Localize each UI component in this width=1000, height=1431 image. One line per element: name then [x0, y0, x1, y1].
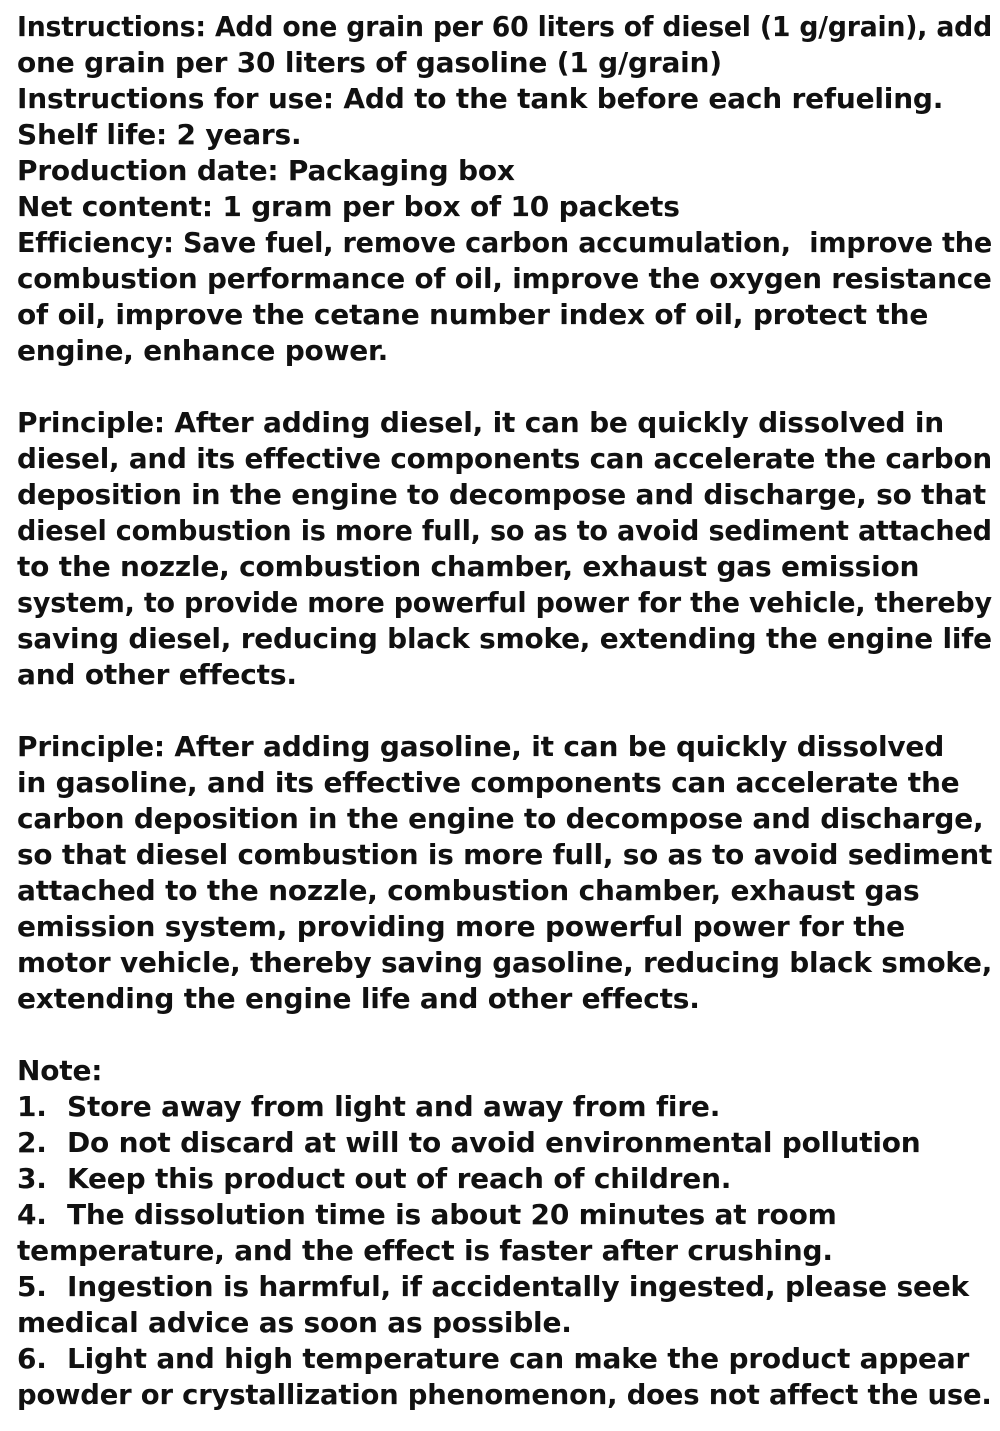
- note-item-6: [17, 1341, 992, 1377]
- principle-gasoline-line: attached to the nozzle, combustion chamber, exhaust gas: [17, 874, 920, 907]
- note-item-text: Do not discard at will to avoid environmental pollution: [67, 1126, 921, 1159]
- note-title: Note:: [17, 1054, 103, 1087]
- principle-gasoline-line: in gasoline, and its effective components can accelerate the: [17, 766, 960, 799]
- principle-gasoline-line: extending the engine life and other effects.: [17, 982, 700, 1015]
- net-content: Net content: 1 gram per box of 10 packets: [17, 190, 680, 223]
- note-item-text: The dissolution time is about 20 minutes at room: [67, 1198, 837, 1231]
- production-date: Production date: Packaging box: [17, 154, 515, 187]
- note-item-text: Light and high temperature can make the product appear: [67, 1342, 970, 1375]
- section-gap: [17, 1017, 992, 1053]
- principle-diesel-line: system, to provide more powerful power for the vehicle, thereby: [17, 586, 992, 619]
- efficiency-line-2: combustion performance of oil, improve the oxygen resistance: [17, 262, 992, 295]
- list-number: 5.: [17, 1270, 47, 1303]
- note-item-text: Ingestion is harmful, if accidentally ingested, please seek: [67, 1270, 969, 1303]
- note-item-6-continued: powder or crystallization phenomenon, does not affect the use.: [17, 1378, 992, 1411]
- product-instructions-document: [17, 9, 992, 1413]
- principle-diesel-line: saving diesel, reducing black smoke, extending the engine life: [17, 622, 992, 655]
- section-gap: [17, 693, 992, 729]
- efficiency-line-4: engine, enhance power.: [17, 334, 389, 367]
- principle-gasoline-line: motor vehicle, thereby saving gasoline, reducing black smoke,: [17, 946, 993, 979]
- principle-diesel-line: to the nozzle, combustion chamber, exhaust gas emission: [17, 550, 920, 583]
- shelf-life: Shelf life: 2 years.: [17, 118, 302, 151]
- list-number: 4.: [17, 1198, 47, 1231]
- list-number: 6.: [17, 1342, 47, 1375]
- principle-gasoline-line: carbon deposition in the engine to decompose and discharge,: [17, 802, 984, 835]
- principle-diesel-section: [17, 405, 992, 693]
- efficiency-line-3: of oil, improve the cetane number index of oil, protect the: [17, 298, 929, 331]
- list-number: 3.: [17, 1162, 47, 1195]
- note-item-3: [17, 1161, 992, 1197]
- note-item-4-continued: temperature, and the effect is faster after crushing.: [17, 1234, 833, 1267]
- list-number: 1.: [17, 1090, 47, 1123]
- note-item-text: Store away from light and away from fire.: [67, 1090, 721, 1123]
- specs-section: [17, 9, 992, 369]
- principle-diesel-line: diesel combustion is more full, so as to avoid sediment attached: [17, 514, 992, 547]
- note-item-5-continued: medical advice as soon as possible.: [17, 1306, 572, 1339]
- instructions-line-1: Instructions: Add one grain per 60 liters of diesel (1 g/grain), add: [17, 10, 992, 43]
- principle-gasoline-line: Principle: After adding gasoline, it can be quickly dissolved: [17, 730, 945, 763]
- note-item-2: [17, 1125, 992, 1161]
- note-item-4: [17, 1197, 992, 1233]
- efficiency-line-1: Efficiency: Save fuel, remove carbon accumulation, improve the: [17, 226, 993, 259]
- list-number: 2.: [17, 1126, 47, 1159]
- principle-diesel-line: Principle: After adding diesel, it can be quickly dissolved in: [17, 406, 945, 439]
- principle-gasoline-line: so that diesel combustion is more full, so as to avoid sediment: [17, 838, 993, 871]
- note-item-5: [17, 1269, 992, 1305]
- section-gap: [17, 369, 992, 405]
- principle-diesel-line: and other effects.: [17, 658, 297, 691]
- principle-gasoline-section: [17, 729, 992, 1017]
- instructions-for-use: Instructions for use: Add to the tank before each refueling.: [17, 82, 944, 115]
- principle-diesel-line: diesel, and its effective components can accelerate the carbon: [17, 442, 992, 475]
- note-section: [17, 1053, 992, 1413]
- principle-diesel-line: deposition in the engine to decompose and discharge, so that: [17, 478, 986, 511]
- instructions-line-2: one grain per 30 liters of gasoline (1 g/grain): [17, 46, 722, 79]
- note-item-1: [17, 1089, 992, 1125]
- principle-gasoline-line: emission system, providing more powerful power for the: [17, 910, 905, 943]
- note-item-text: Keep this product out of reach of children.: [67, 1162, 732, 1195]
